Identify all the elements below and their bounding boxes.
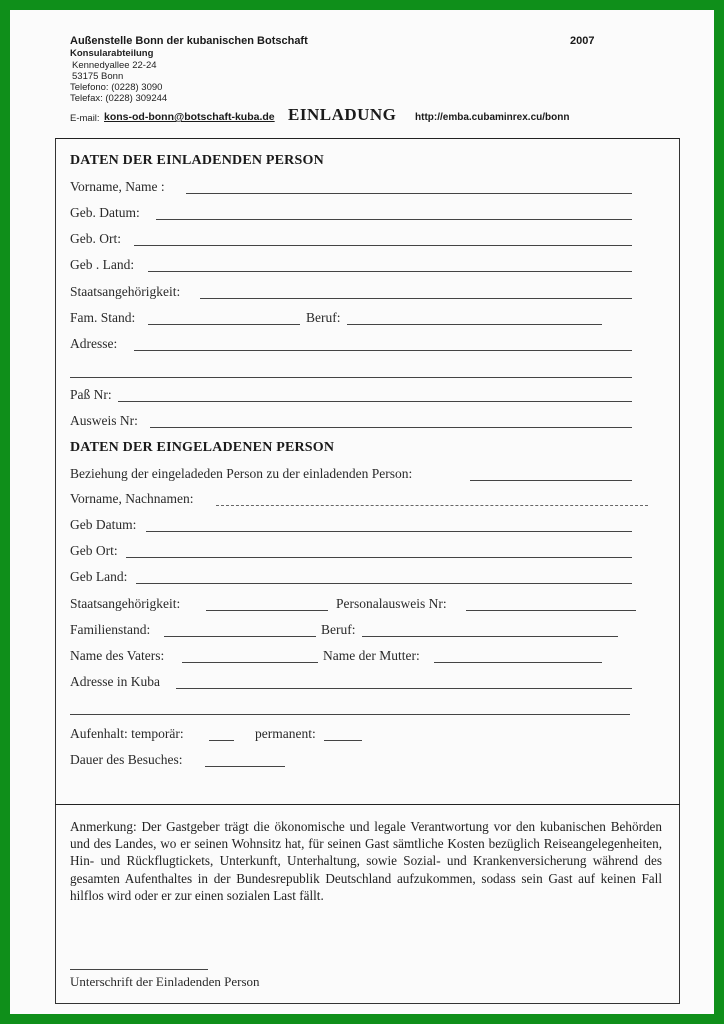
street: Kennedyallee 22-24 [72,60,157,71]
label-geb-ort: Geb. Ort: [70,231,121,246]
field-adresse-kuba-line2[interactable] [70,714,630,715]
label-gast-geb-land: Geb Land: [70,569,128,584]
label-geb-datum: Geb. Datum: [70,205,140,220]
field-temporaer[interactable] [209,740,234,741]
label-fam-stand: Fam. Stand: [70,310,136,325]
label-personalausweis: Personalausweis Nr: [336,596,447,611]
section-divider [55,804,680,805]
label-name-vater: Name des Vaters: [70,648,165,663]
label-gast-beruf: Beruf: [321,622,356,637]
org-name: Außenstelle Bonn der kubanischen Botschaft [70,35,308,47]
label-beruf: Beruf: [306,310,341,325]
label-staatsangehoerigkeit: Staatsangehörigkeit: [70,284,181,299]
email-link[interactable]: kons-od-bonn@botschaft-kuba.de [104,111,275,123]
field-permanent[interactable] [324,740,362,741]
field-familienstand[interactable] [164,636,316,637]
department: Konsularabteilung [70,48,154,59]
label-geb-land: Geb . Land: [70,257,135,272]
label-permanent: permanent: [255,726,316,741]
field-dauer[interactable] [205,766,285,767]
field-personalausweis[interactable] [466,610,636,611]
field-vorname[interactable] [186,193,632,194]
label-gast-geb-datum: Geb Datum: [70,517,137,532]
section2-heading: DATEN DER EINGELADENEN PERSON [70,440,335,455]
field-beruf[interactable] [347,324,602,325]
field-gast-geb-land[interactable] [136,583,632,584]
field-adresse-line2[interactable] [70,377,632,378]
telefax: Telefax: (0228) 309244 [70,93,168,104]
field-gast-geb-datum[interactable] [146,531,632,532]
label-gast-staatsangehoerigkeit: Staatsangehörigkeit: [70,596,181,611]
field-staatsangehoerigkeit[interactable] [200,298,632,299]
field-ausweis-nr[interactable] [150,427,632,428]
field-adresse[interactable] [134,350,632,351]
label-aufenthalt: Aufenhalt: temporär: [70,726,184,741]
field-geb-ort[interactable] [134,245,632,246]
email-label: E-mail: [70,113,100,124]
field-geb-datum[interactable] [156,219,632,220]
label-adresse-kuba: Adresse in Kuba [70,674,160,689]
signature-line[interactable] [70,969,208,970]
document-title: EINLADUNG [288,105,397,124]
label-dauer: Dauer des Besuches: [70,752,183,767]
field-gast-geb-ort[interactable] [126,557,632,558]
field-name-vater[interactable] [182,662,318,663]
year: 2007 [570,35,595,47]
telefono: Telefono: (0228) 3090 [70,82,163,93]
field-fam-stand[interactable] [148,324,300,325]
label-pass-nr: Paß Nr: [70,387,112,402]
section1-heading: DATEN DER EINLADENDEN PERSON [70,153,324,168]
website-link[interactable]: http://emba.cubaminrex.cu/bonn [415,112,570,123]
field-beziehung[interactable] [470,480,632,481]
field-pass-nr[interactable] [118,401,632,402]
label-familienstand: Familienstand: [70,622,151,637]
city: 53175 Bonn [72,71,124,82]
field-gast-staatsangehoerigkeit[interactable] [206,610,328,611]
label-ausweis-nr: Ausweis Nr: [70,413,138,428]
field-name-mutter[interactable] [434,662,602,663]
label-vorname: Vorname, Name : [70,179,165,194]
field-geb-land[interactable] [148,271,632,272]
note-text: Anmerkung: Der Gastgeber trägt die ökonomische und legale Verantwortung vor den kubanischen Behörden und des Landes, wo er seinen Wohnsitz hat, für seinen Gast sämtliche Kosten bezüglich Reiseangelegenheiten, Hin- und Rückflugtickets, Unterkunft, Unterhaltung, sowie Sozial- und Krankenversicherung während des gesamten Aufenthaltes in der Bundesrepublik Deutschland aufzukommen, sodass sein Gast auf keinen Fall hilflos wird oder er zur einen sozialen Last fällt. [70,819,662,903]
label-name-mutter: Name der Mutter: [323,648,420,663]
field-adresse-kuba[interactable] [176,688,632,689]
label-gast-geb-ort: Geb Ort: [70,543,118,558]
label-beziehung: Beziehung der eingeladeden Person zu der einladenden Person: [70,466,413,481]
field-gast-vorname[interactable] [216,505,648,506]
field-gast-beruf[interactable] [362,636,618,637]
signature-label: Unterschrift der Einladenden Person [70,974,260,989]
label-adresse: Adresse: [70,336,118,351]
label-gast-vorname: Vorname, Nachnamen: [70,491,194,506]
